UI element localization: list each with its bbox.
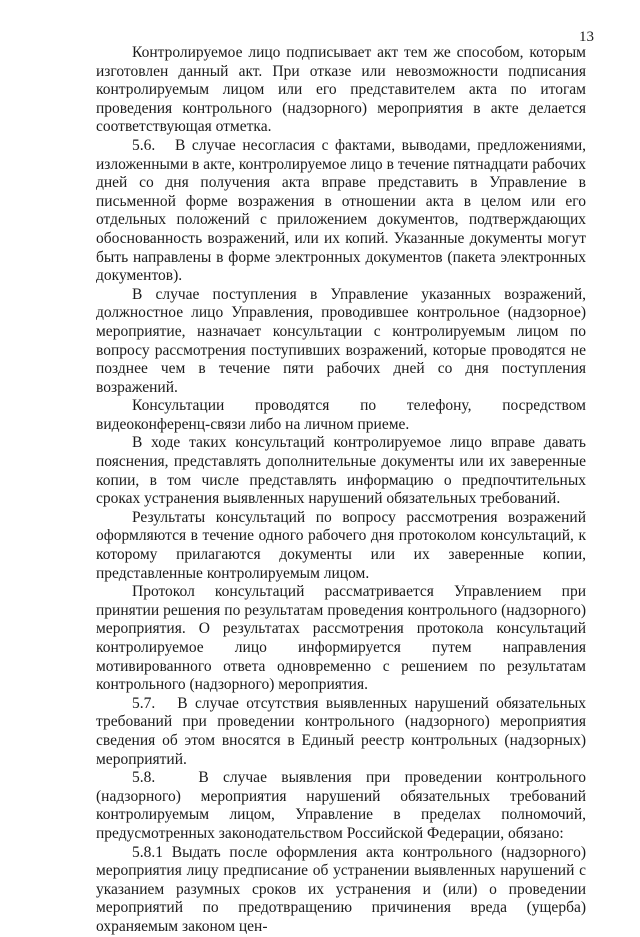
- paragraph-5-8-1-prescription: 5.8.1 Выдать после оформления акта контрольного (надзорного) мероприятия лицу предписание об устранении выявленных нарушений с указанием разумных сроков их устранения и (или) о проведении мероприятий по предотвращению причинения вреда (ущерба) охраняемым законом цен-: [96, 843, 586, 935]
- paragraph-protocol-review: Протокол консультаций рассматривается Управлением при принятии решения по результатам проведения контрольного (надзорного) мероприятия. О результатах рассмотрения протокола консультаций контролируемое лицо информируется путем направления мотивированного ответа одновременно с решением по результатам контрольного (надзорного) мероприятия.: [96, 583, 586, 694]
- page-number: 13: [579, 29, 594, 45]
- paragraph-5-6-objections: 5.6. В случае несогласия с фактами, выводами, предложениями, изложенными в акте, контролируемое лицо в течение пятнадцати рабочих дней со дня получения акта вправе представить в Управление в письменной форме возражения в отношении акта в целом или его отдельных положений с приложением документов, подтверждающих обоснованность возражений, или их копий. Указанные документы могут быть направлены в форме электронных документов (пакета электронных документов).: [96, 136, 586, 285]
- paragraph-consultations-results: Результаты консультаций по вопросу рассмотрения возражений оформляются в течение одного рабочего дня протоколом консультаций, к которому прилагаются документы или их заверенные копии, представленные контролируемым лицом.: [96, 508, 586, 582]
- document-body: [96, 44, 586, 937]
- paragraph-5-7-no-violations: 5.7. В случае отсутствия выявленных нарушений обязательных требований при проведении контрольного (надзорного) мероприятия сведения об этом вносятся в Единый реестр контрольных (надзорных) мероприятий.: [96, 694, 586, 768]
- paragraph-act-signing: Контролируемое лицо подписывает акт тем же способом, которым изготовлен данный акт. При отказе или невозможности подписания контролируемым лицом или его представителем акта по итогам проведения контрольного (надзорного) мероприятия в акте делается соответствующая отметка.: [96, 44, 586, 136]
- paragraph-consultations-rights: В ходе таких консультаций контролируемое лицо вправе давать пояснения, представлять дополнительные документы или их заверенные копии, в том числе представлять информацию о предпочтительных сроках устранения выявленных нарушений обязательных требований.: [96, 434, 586, 508]
- paragraph-5-8-violations-found: 5.8. В случае выявления при проведении контрольного (надзорного) мероприятия нарушений обязательных требований контролируемым лицом, Управление в пределах полномочий, предусмотренных законодательством Российской Федерации, обязано:: [96, 769, 586, 842]
- paragraph-consultations-scheduling: В случае поступления в Управление указанных возражений, должностное лицо Управления, проводившее контрольное (надзорное) мероприятие, назначает консультации с контролируемым лицом по вопросу рассмотрения поступивших возражений, которые проводятся не позднее чем в течение пяти рабочих дней со дня поступления возражений.: [96, 285, 586, 396]
- paragraph-consultations-format: Консультации проводятся по телефону, посредством видеоконференц-связи либо на личном приеме.: [96, 397, 586, 433]
